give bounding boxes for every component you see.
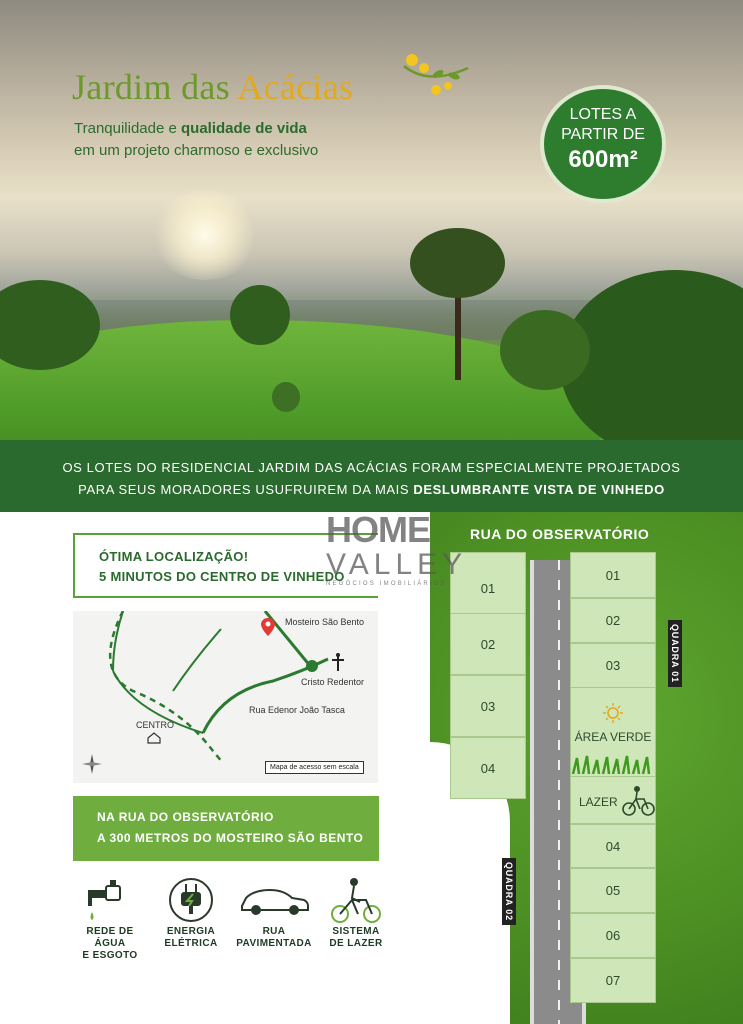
hero-photo	[0, 0, 743, 440]
title-main: Jardim das	[72, 67, 238, 107]
badge-size: 600m²	[568, 146, 638, 173]
lot-number: 03	[480, 698, 496, 714]
lot-number: 04	[605, 838, 621, 854]
feature-label: REDE DE ÁGUA	[86, 926, 134, 949]
tagline-bold: qualidade de vida	[181, 120, 307, 137]
tree	[230, 285, 290, 345]
lot-number: 01	[605, 567, 621, 583]
bush	[272, 382, 300, 412]
title-accent: Acácias	[237, 67, 354, 107]
logo-title	[72, 66, 353, 108]
watermark-home: HOME	[326, 509, 430, 550]
map-roads	[73, 611, 378, 783]
cyclist-icon	[316, 876, 396, 926]
lot-number: 02	[480, 636, 496, 652]
lot-q2-02[interactable]	[450, 613, 526, 675]
info-banner	[0, 440, 743, 512]
badge-line1: LOTES A	[569, 106, 637, 123]
feature-label: SISTEMA	[332, 926, 380, 937]
feature-label: DE LAZER	[329, 938, 383, 949]
tagline	[74, 118, 394, 162]
acacia-flower-icon	[398, 46, 478, 104]
banner-line1: OS LOTES DO RESIDENCIAL JARDIM DAS ACÁCIAS FORAM ESPECIALMENTE PROJETADOS	[62, 460, 681, 475]
watermark-valley: VALLEY	[326, 548, 468, 581]
label-cristo: Cristo Redentor	[301, 677, 365, 687]
lot-q1-03[interactable]	[570, 643, 656, 688]
christ-statue-icon	[331, 653, 345, 673]
water-tap-icon	[70, 876, 150, 926]
lot-q1-05[interactable]	[570, 868, 656, 913]
plug-icon	[151, 876, 231, 926]
feature-leisure	[316, 876, 396, 950]
feature-road	[234, 876, 314, 950]
lot-number: 04	[480, 760, 496, 776]
obs-line1: NA RUA DO OBSERVATÓRIO	[97, 810, 274, 824]
lot-q2-04[interactable]	[450, 737, 526, 799]
lot-number: 02	[605, 613, 621, 628]
home-valley-watermark	[326, 510, 476, 588]
car-icon	[234, 876, 314, 926]
pine-tree	[410, 228, 505, 298]
lot-q1-06[interactable]	[570, 913, 656, 958]
location-headline: ÓTIMA LOCALIZAÇÃO!	[99, 549, 249, 564]
map-scale-note: Mapa de acesso sem escala	[265, 761, 364, 774]
lot-number: 03	[605, 658, 621, 673]
lot-number: 06	[605, 928, 621, 943]
watermark-subtitle: NEGÓCIOS IMOBILIÁRIOS	[326, 581, 447, 587]
banner-line2: PARA SEUS MORADORES USUFRUIREM DA MAIS	[78, 482, 414, 497]
lot-q1-01[interactable]	[570, 552, 656, 598]
badge-line2: PARTIR DE	[561, 126, 645, 143]
lot-number: 07	[605, 973, 621, 988]
price-badge	[540, 85, 666, 203]
road-centerline	[558, 560, 560, 1024]
feature-label: E ESGOTO	[82, 950, 138, 961]
lot-number: 01	[480, 580, 496, 596]
tagline-text: Tranquilidade e	[74, 120, 182, 137]
lazer-area[interactable]	[570, 776, 656, 824]
house-icon	[147, 732, 161, 744]
area-verde[interactable]	[570, 688, 656, 776]
feature-label: RUA	[262, 926, 286, 937]
street-name: RUA DO OBSERVATÓRIO	[470, 526, 650, 542]
map-pin-icon	[261, 617, 275, 637]
feature-water	[70, 876, 150, 962]
location-subline: 5 MINUTOS DO CENTRO DE VINHEDO	[99, 569, 345, 584]
sun-glow	[150, 190, 260, 280]
lot-q2-03[interactable]	[450, 675, 526, 737]
area-verde-label: ÁREA VERDE	[574, 730, 652, 744]
access-map	[73, 611, 378, 783]
lazer-label: LAZER	[579, 795, 618, 809]
lot-q1-07[interactable]	[570, 958, 656, 1003]
feature-label: ENERGIA	[166, 926, 216, 937]
lot-number: 05	[605, 883, 621, 898]
label-mosteiro: Mosteiro São Bento	[285, 617, 365, 627]
sun-icon	[602, 702, 624, 724]
grass-icon	[571, 754, 657, 774]
feature-label: PAVIMENTADA	[236, 938, 312, 949]
tagline-line2: em um projeto charmoso e exclusivo	[74, 142, 319, 159]
feature-energy	[151, 876, 231, 950]
quadra-02-tag: QUADRA 02	[502, 858, 516, 925]
compass-icon	[81, 753, 103, 775]
feature-label: ELÉTRICA	[164, 938, 218, 949]
cyclist-icon	[621, 785, 655, 817]
obs-line2: A 300 METROS DO MOSTEIRO SÃO BENTO	[97, 831, 364, 845]
quadra-01-tag: QUADRA 01	[668, 620, 682, 687]
lot-q1-02[interactable]	[570, 598, 656, 643]
tree	[500, 310, 590, 390]
label-rua: Rua Edenor João Tasca	[249, 705, 345, 715]
site-plan	[430, 512, 743, 1024]
banner-highlight: DESLUMBRANTE VISTA DE VINHEDO	[413, 482, 665, 497]
observatorio-box	[73, 796, 379, 861]
label-centro: CENTRO	[136, 720, 174, 730]
lot-q1-04[interactable]	[570, 824, 656, 868]
